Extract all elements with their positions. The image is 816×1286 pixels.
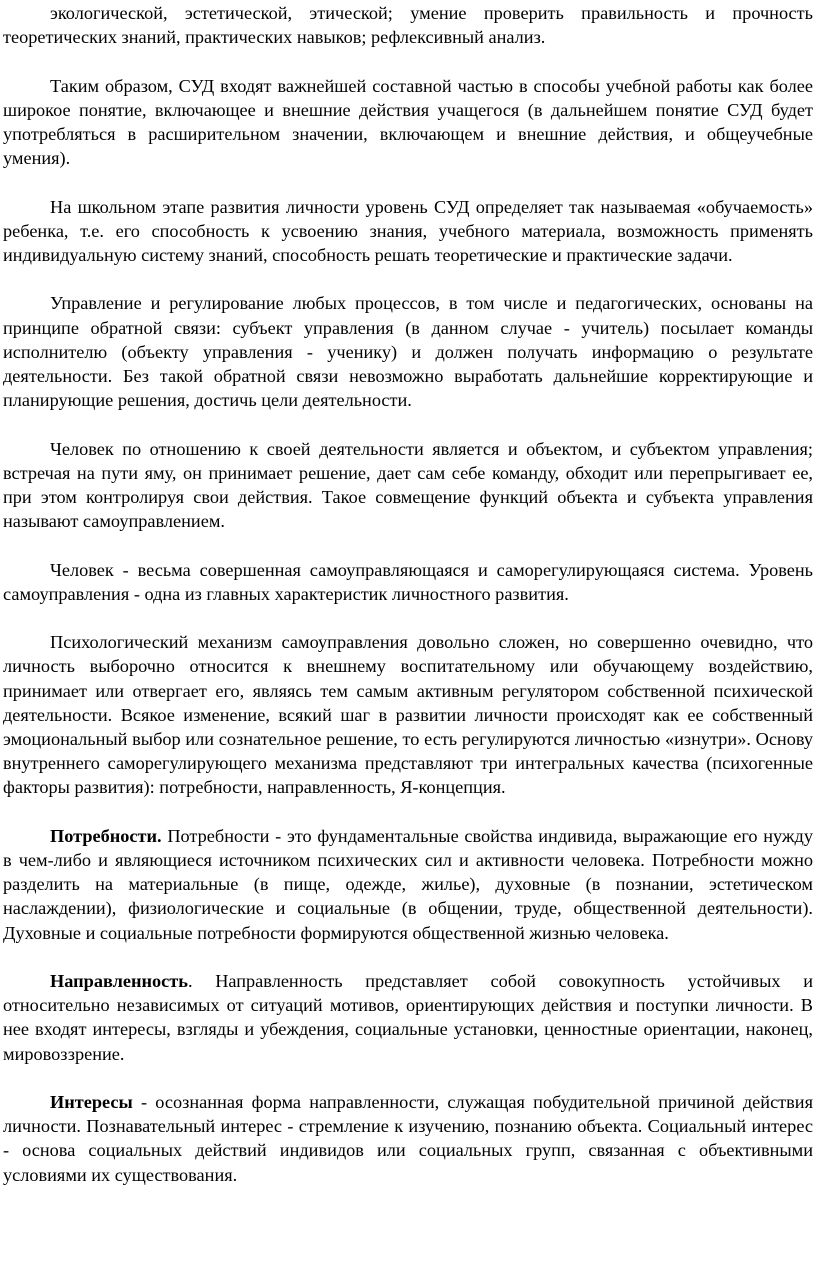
paragraph-2 xyxy=(3,74,813,171)
paragraph-6 xyxy=(3,558,813,606)
paragraph-text: Таким образом, СУД входят важнейшей составной частью в способы учебной работы как более широкое понятие, включающее и внешние действия учащегося (в дальнейшем понятие СУД будет употребляться в расширительном значении, включающем и внешние действия, и общеучебные умения). xyxy=(3,75,813,169)
paragraph-text: . Направленность представляет собой совокупность устойчивых и относительно независимых от ситуаций мотивов, ориентирующих действия и поступки личности. В нее входят интересы, взгляды и убеждения, социальные установки, ценностные ориентации, наконец, мировоззрение. xyxy=(3,971,813,1064)
term-orientation: Направленность xyxy=(50,971,188,991)
paragraph-needs xyxy=(3,824,813,945)
paragraph-5 xyxy=(3,437,813,534)
term-interests: Интересы xyxy=(50,1092,133,1112)
paragraph-text: Потребности - это фундаментальные свойства индивида, выражающие его нужду в чем-либо и являющиеся источником психических сил и активности человека. Потребности можно разделить на материальные (в пище, одежде, жилье), духовные (в познании, эстетическом наслаждении), физиологические и социальные (в общении, труде, общественной деятельности). Духовные и социальные потребности формируются общественной жизнью человека. xyxy=(3,825,813,943)
paragraph-text: Управление и регулирование любых процессов, в том числе и педагогических, основаны на принципе обратной связи: субъект управления (в данном случае - учитель) посылает команды исполнителю (объекту управления - ученику) и должен получать информацию о результате деятельности. Без такой обратной связи невозможно выработать дальнейшие корректирующие и планирующие решения, достичь цели деятельности. xyxy=(3,293,813,411)
paragraph-1 xyxy=(3,1,813,49)
paragraph-text: Человек по отношению к своей деятельности является и объектом, и субъектом управления; встречая на пути яму, он принимает решение, дает сам себе команду, обходит или перепрыгивает ее, при этом контролируя свои действия. Такое совмещение функций объекта и субъекта управления называют самоуправлением. xyxy=(3,438,813,532)
paragraph-interests xyxy=(3,1090,813,1187)
paragraph-3 xyxy=(3,195,813,268)
paragraph-text: - осознанная форма направленности, служащая побудительной причиной действия личности. Познавательный интерес - стремление к изучению, познанию объекта. Социальный интерес - основа социальных действий индивидов или социальных групп, связанная с объективными условиями их существования. xyxy=(3,1092,813,1185)
paragraph-4 xyxy=(3,291,813,412)
paragraph-text: Человек - весьма совершенная самоуправляющаяся и саморегулирующаяся система. Уровень самоуправления - одна из главных характеристик личностного развития. xyxy=(3,559,813,604)
term-needs: Потребности. xyxy=(50,825,162,846)
paragraph-text: экологической, эстетической, этической; умение проверить правильность и прочность теоретических знаний, практических навыков; рефлексивный анализ. xyxy=(3,3,813,48)
paragraph-7 xyxy=(3,630,813,799)
paragraph-orientation xyxy=(3,969,813,1066)
paragraph-text: Психологический механизм самоуправления довольно сложен, но совершенно очевидно, что личность выборочно относится к внешнему воспитательному или обучающему воздействию, принимает или отвергает его, являясь тем самым активным регулятором собственной психической деятельности. Всякое изменение, всякий шаг в развитии личности происходят как ее собственный эмоциональный выбор или сознательное решение, то есть регулируются личностью «изнутри». Основу внутреннего саморегулирующего механизма представляют три интегральных качества (психогенные факторы развития): потребности, направленность, Я-концепция. xyxy=(3,632,813,798)
paragraph-text: На школьном этапе развития личности уровень СУД определяет так называемая «обучаемость» ребенка, т.е. его способность к усвоению знания, учебного материала, возможность применять индивидуальную систему знаний, способность решать теоретические и практические задачи. xyxy=(3,196,813,265)
